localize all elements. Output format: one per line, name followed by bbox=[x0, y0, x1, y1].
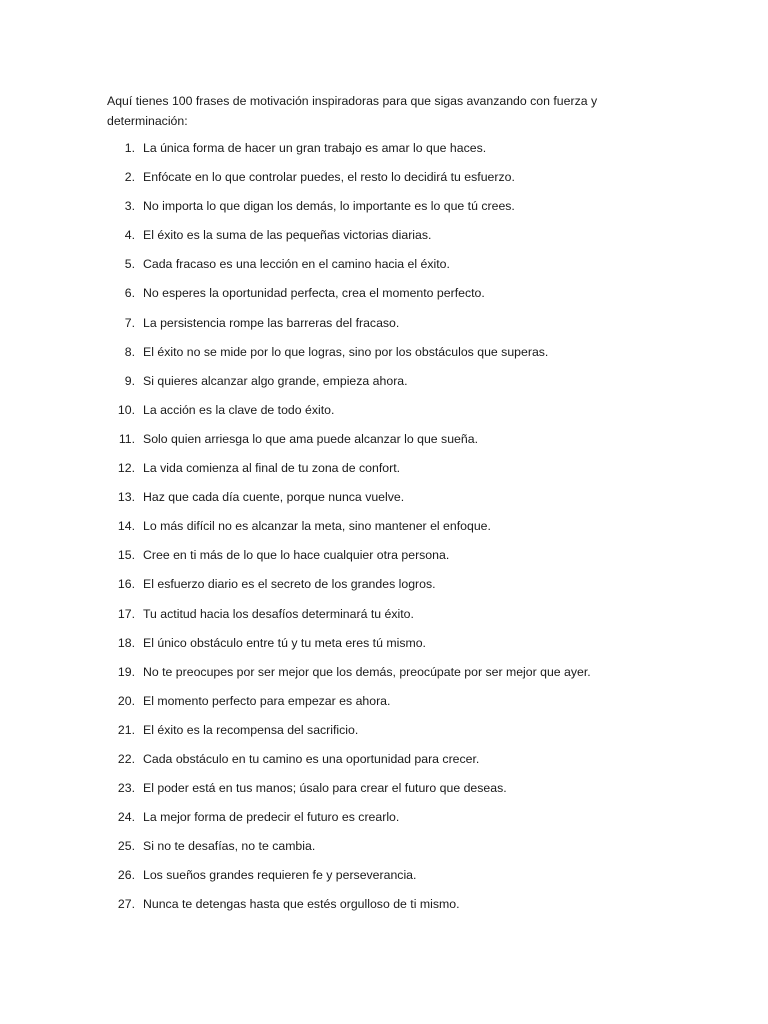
list-item-text: La mejor forma de predecir el futuro es crearlo. bbox=[143, 810, 400, 825]
list-item-text: No importa lo que digan los demás, lo importante es lo que tú crees. bbox=[143, 199, 515, 214]
list-item bbox=[107, 138, 667, 167]
list-item bbox=[107, 371, 667, 400]
intro-paragraph: Aquí tienes 100 frases de motivación inspiradoras para que sigas avanzando con fuerza y determinación: bbox=[107, 94, 598, 128]
list-item-number: 13. bbox=[117, 490, 135, 505]
list-item-number: 27. bbox=[117, 897, 135, 912]
list-item-number: 22. bbox=[117, 751, 135, 766]
list-item bbox=[107, 254, 667, 283]
list-item bbox=[107, 633, 667, 662]
list-item-text: La persistencia rompe las barreras del fracaso. bbox=[143, 315, 400, 330]
list-item-text: El éxito es la recompensa del sacrificio. bbox=[143, 722, 359, 737]
list-item-text: El momento perfecto para empezar es ahora. bbox=[143, 693, 391, 708]
list-item bbox=[107, 662, 667, 691]
list-item-text: Si quieres alcanzar algo grande, empieza ahora. bbox=[143, 373, 408, 388]
list-item bbox=[107, 458, 667, 487]
list-item bbox=[107, 749, 667, 778]
list-item bbox=[107, 691, 667, 720]
list-item-number: 25. bbox=[117, 839, 135, 854]
list-item-text: Si no te desafías, no te cambia. bbox=[143, 839, 316, 854]
list-item-number: 7. bbox=[124, 315, 135, 330]
list-item bbox=[107, 836, 667, 865]
list-item bbox=[107, 167, 667, 196]
list-item bbox=[107, 429, 667, 458]
list-item-text: Los sueños grandes requieren fe y perseverancia. bbox=[143, 868, 417, 883]
list-item-number: 20. bbox=[117, 693, 135, 708]
list-item-number: 15. bbox=[117, 548, 135, 563]
list-item-text: Tu actitud hacia los desafíos determinará tu éxito. bbox=[143, 606, 414, 621]
list-item-number: 23. bbox=[117, 781, 135, 796]
list-item-number: 18. bbox=[117, 635, 135, 650]
list-item-number: 4. bbox=[124, 228, 135, 243]
list-item-text: El único obstáculo entre tú y tu meta eres tú mismo. bbox=[143, 635, 426, 650]
list-item-number: 14. bbox=[117, 519, 135, 534]
list-item bbox=[107, 342, 667, 371]
list-item bbox=[107, 545, 667, 574]
list-item-number: 12. bbox=[117, 461, 135, 476]
list-item-number: 11. bbox=[118, 431, 135, 446]
list-item-text: La vida comienza al final de tu zona de confort. bbox=[143, 461, 401, 476]
list-item-text: La acción es la clave de todo éxito. bbox=[143, 402, 335, 417]
list-item-number: 6. bbox=[124, 286, 135, 301]
list-item bbox=[107, 807, 667, 836]
list-item bbox=[107, 516, 667, 545]
list-item bbox=[107, 313, 667, 342]
list-item-text: Cada obstáculo en tu camino es una oportunidad para crecer. bbox=[143, 751, 480, 766]
list-item-number: 9. bbox=[124, 373, 135, 388]
list-item-text: Cada fracaso es una lección en el camino hacia el éxito. bbox=[143, 257, 450, 272]
list-item bbox=[107, 574, 667, 603]
list-item-number: 16. bbox=[117, 577, 135, 592]
list-item-number: 19. bbox=[117, 664, 135, 679]
list-item-number: 1. bbox=[124, 141, 135, 155]
list-item-text: Enfócate en lo que controlar puedes, el resto lo decidirá tu esfuerzo. bbox=[143, 170, 515, 185]
list-item-text: El éxito no se mide por lo que logras, sino por los obstáculos que superas. bbox=[143, 344, 549, 359]
list-item bbox=[107, 865, 667, 894]
list-item bbox=[107, 894, 667, 923]
list-item-text: El esfuerzo diario es el secreto de los grandes logros. bbox=[143, 577, 436, 592]
list-item-text: No te preocupes por ser mejor que los demás, preocúpate por ser mejor que ayer. bbox=[143, 664, 591, 679]
list-item-text: No esperes la oportunidad perfecta, crea el momento perfecto. bbox=[143, 286, 485, 301]
list-item-text: Cree en ti más de lo que lo hace cualquier otra persona. bbox=[143, 548, 450, 563]
list-item-text: Lo más difícil no es alcanzar la meta, sino mantener el enfoque. bbox=[143, 519, 491, 534]
list-item-number: 21. bbox=[117, 722, 135, 737]
list-item-number: 17. bbox=[117, 606, 135, 621]
list-item-text: El poder está en tus manos; úsalo para crear el futuro que deseas. bbox=[143, 781, 507, 796]
list-item bbox=[107, 196, 667, 225]
list-item-number: 5. bbox=[124, 257, 135, 272]
list-item-text: Haz que cada día cuente, porque nunca vuelve. bbox=[143, 490, 405, 505]
list-item-number: 24. bbox=[117, 810, 135, 825]
list-item bbox=[107, 604, 667, 633]
list-item-number: 2. bbox=[124, 170, 135, 185]
list-item-text: Solo quien arriesga lo que ama puede alcanzar lo que sueña. bbox=[143, 431, 478, 446]
phrase-list bbox=[107, 138, 667, 924]
list-item-number: 10. bbox=[117, 402, 135, 417]
list-item-text: Nunca te detengas hasta que estés orgulloso de ti mismo. bbox=[143, 897, 460, 912]
list-item bbox=[107, 283, 667, 312]
list-item-text: La única forma de hacer un gran trabajo es amar lo que haces. bbox=[143, 141, 487, 155]
list-item bbox=[107, 225, 667, 254]
list-item-number: 26. bbox=[117, 868, 135, 883]
list-item bbox=[107, 400, 667, 429]
list-item-text: El éxito es la suma de las pequeñas victorias diarias. bbox=[143, 228, 432, 243]
list-item bbox=[107, 778, 667, 807]
list-item bbox=[107, 720, 667, 749]
list-item-number: 8. bbox=[124, 344, 135, 359]
list-item-number: 3. bbox=[124, 199, 135, 214]
list-item bbox=[107, 487, 667, 516]
